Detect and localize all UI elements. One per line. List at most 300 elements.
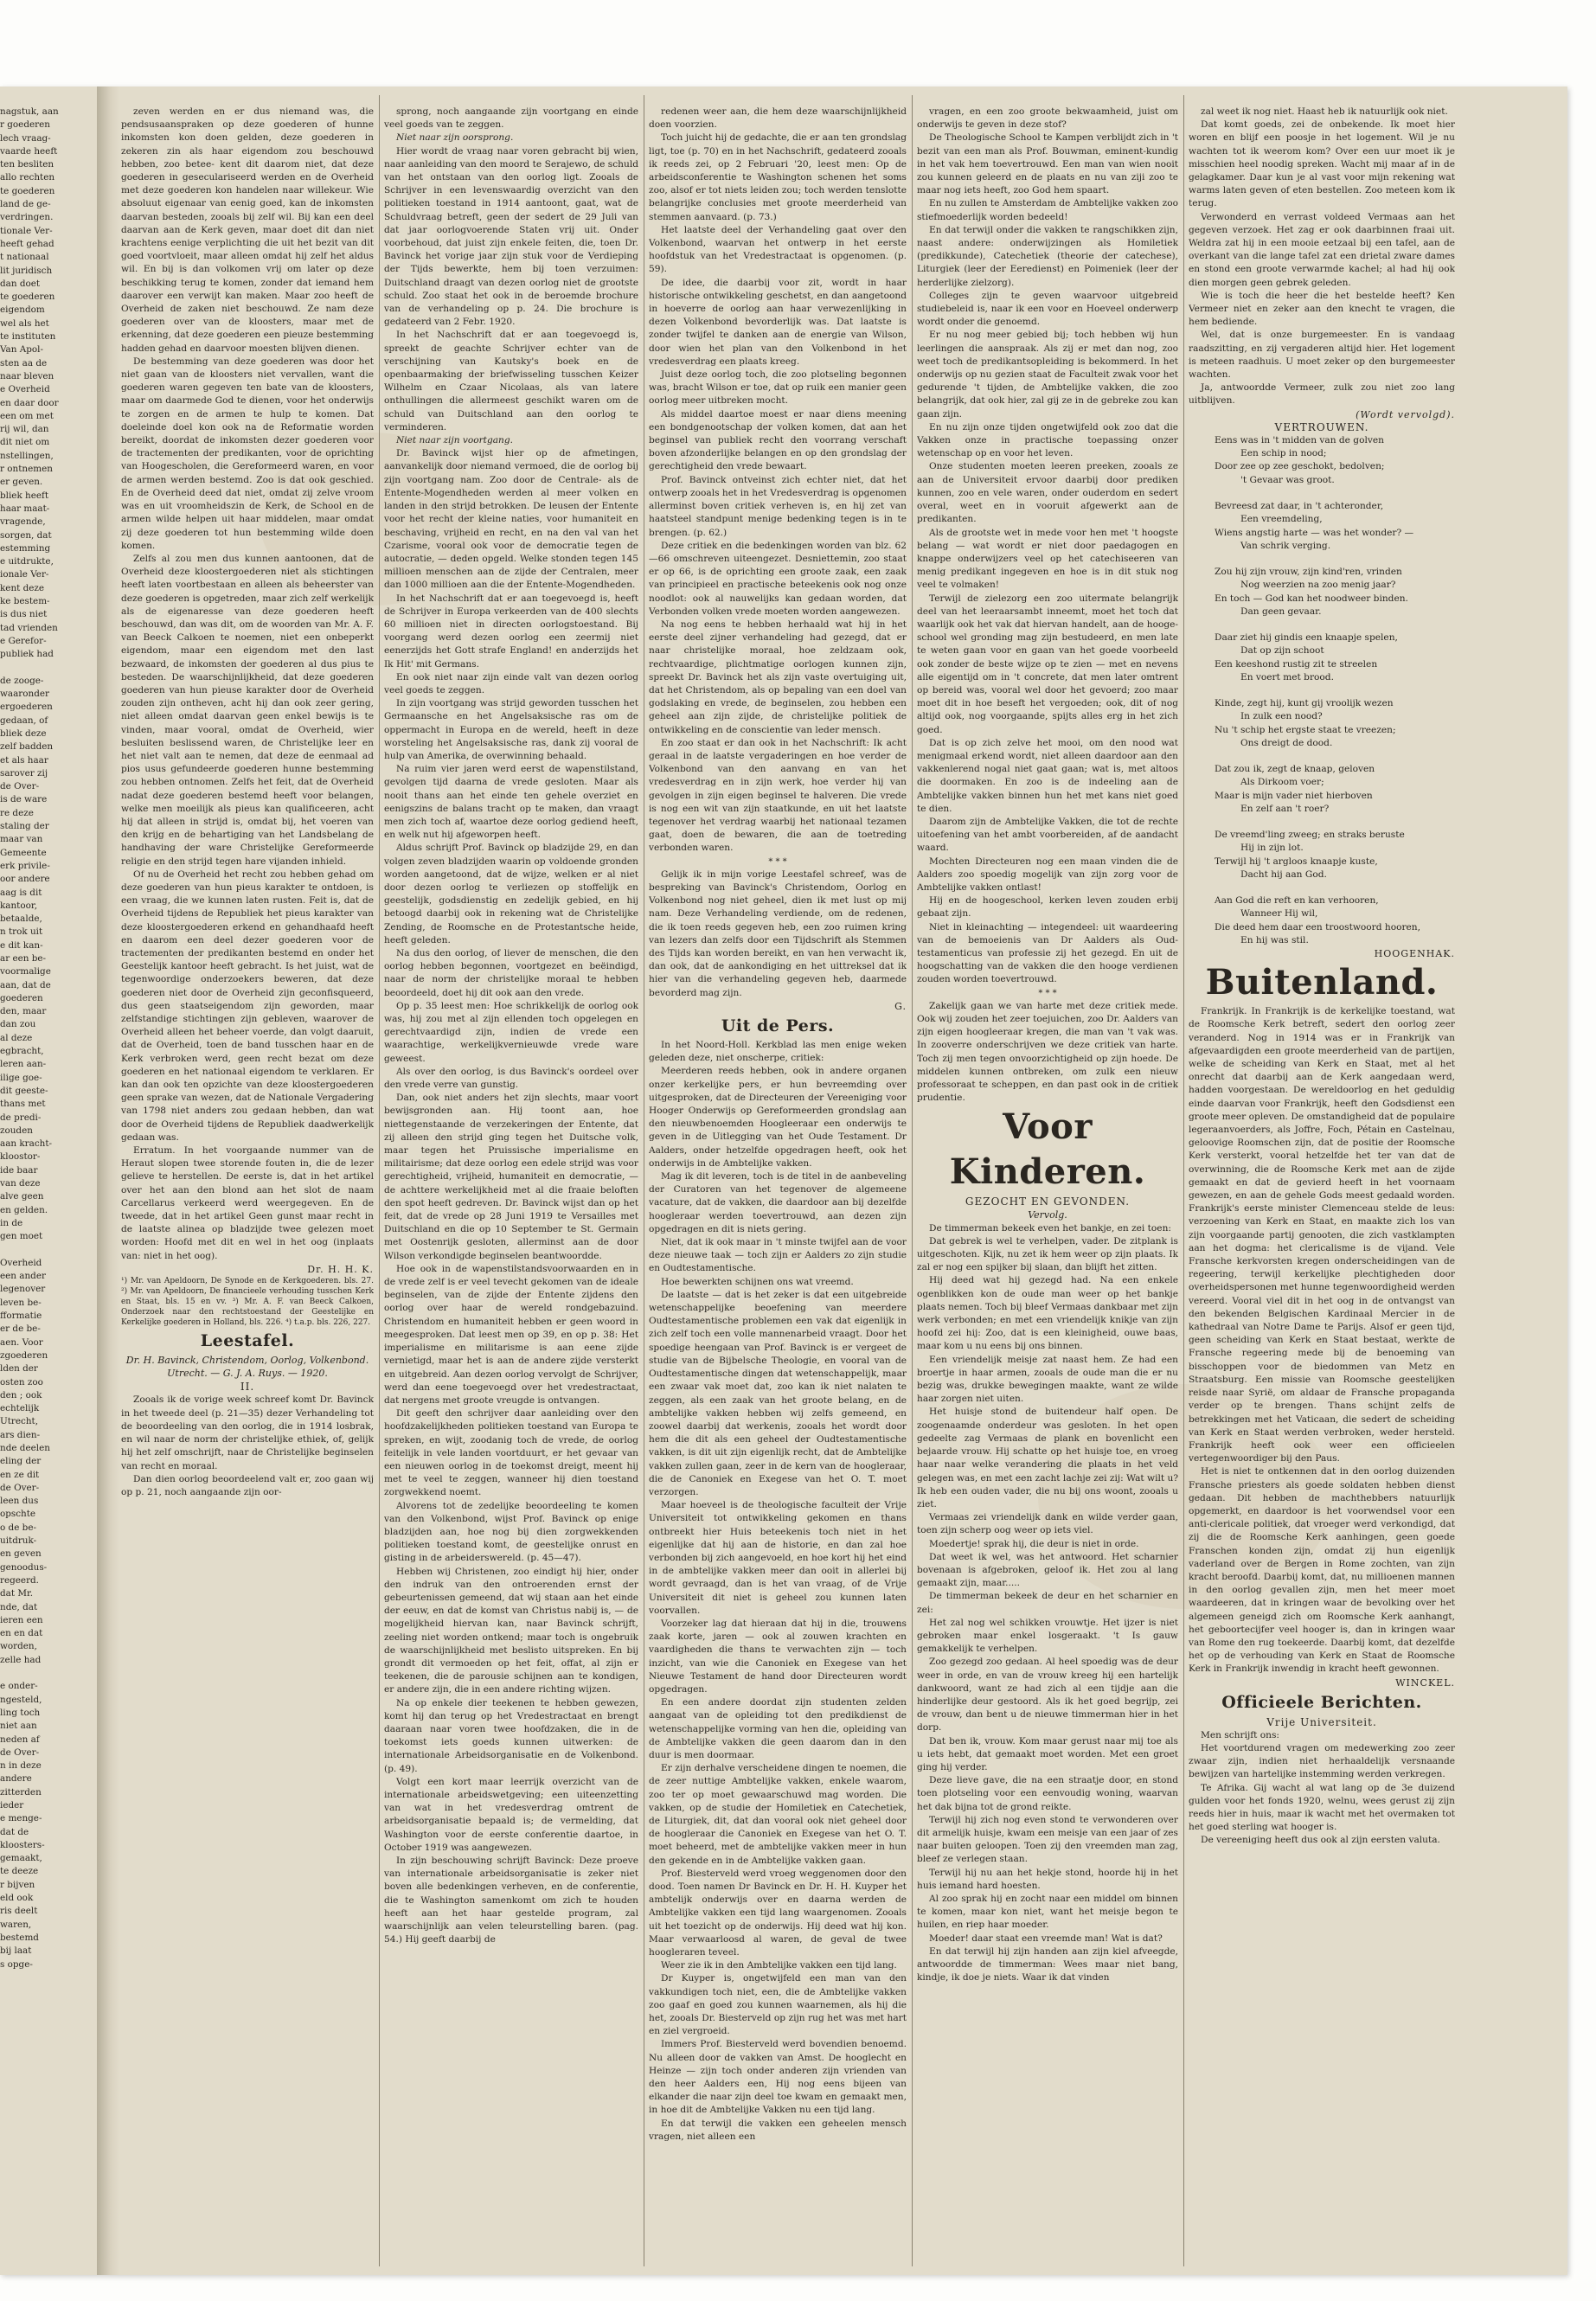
paragraph: Daarom zijn de Ambtelijke Vakken, die tot de rechte uitoefening van het ambt voorbereiden, af de aandacht waard. xyxy=(917,816,1178,854)
poem-line: En zelf aan 't roer? xyxy=(1240,803,1330,814)
cut-text-line: betaalde, xyxy=(0,913,42,925)
cut-text-line: een ander xyxy=(0,1271,46,1282)
cut-text-line: worden, xyxy=(0,1641,37,1652)
paragraph: Op p. 35 leest men: Hoe schrikkelijk de oorlog ook was, hij zou met al zijn ellenden toch opgelegen en gerechtvaardigd zijn, indien de vrede een waarachtige, werkelijkvernieuwde vrede ware geweest. xyxy=(384,1000,638,1064)
cut-text-line: Overheid xyxy=(0,1257,42,1268)
poem-line: En voert met brood. xyxy=(1240,671,1334,683)
poem-line: Wanneer Hij wil, xyxy=(1240,908,1318,920)
poem-line: Maar is mijn vader niet hierboven xyxy=(1215,790,1373,801)
cut-text-line: thans met xyxy=(0,1099,46,1110)
paragraph: En dat terwijl die vakken een geheelen mensch vragen, niet alleen een xyxy=(649,2118,907,2142)
paragraph: Terwijl hij zich nog even stond te verwonderen over dit armelijk huisje, kwam een meisje van een jaar of zes naar buiten geloopen. Toen zij den vreemden man zag, bleef ze verlegen staan. xyxy=(917,1814,1178,1865)
column-3 xyxy=(649,87,907,2275)
section-divider: * * * xyxy=(1038,988,1057,998)
cut-text-line: waaronder xyxy=(0,689,49,700)
cut-text-line: regeerd. xyxy=(0,1574,39,1586)
newspaper-page xyxy=(0,87,1567,2275)
cut-text-line: tionale Ver- xyxy=(0,225,53,236)
paragraph: Als over den oorlog, is dus Bavinck's oordeel over den vrede verre van gunstig. xyxy=(384,1066,638,1091)
paragraph: Moedertje! sprak hij, die deur is niet in orde. xyxy=(929,1538,1139,1549)
poem-line: Door zee op zee geschokt, bedolven; xyxy=(1215,461,1385,472)
poem-line xyxy=(1189,881,1455,894)
cut-text-line: waren, xyxy=(0,1919,32,1930)
poem-line: Een keeshond rustig zit te streelen xyxy=(1215,658,1378,670)
cut-text-line: naar bleven xyxy=(0,370,54,381)
paragraph: Men schrijft ons: xyxy=(1201,1729,1279,1740)
paragraph: Dr. Bavinck wijst hier op de afmetingen, aanvankelijk door niemand vermoed, die de oorlog bij zijn voortgang nam. Zoo door de Centrale- als de Entente-Mogendheden werden al meer volken en landen in den strijd betrokken. De leusen der Entente voor het recht der kleine naties, voor humaniteit en beschaving, vrijheid en recht, en na den val van het Czarisme, vooral ook voor de democratie tegen de autocratie, — deden opgeld. Welke stonden tegen 145 millioen menschen aan de zijde der Centralen, meer dan 1000 millioen aan die der Entente-Mogendheden. xyxy=(384,448,638,591)
cut-text-line: ilige goe- xyxy=(0,1072,42,1083)
cut-text-line: en gelden. xyxy=(0,1204,48,1215)
paragraph: Mochten Directeuren nog een maan vinden die de Aalders zoo spoedig mogelijk van zijn zorg voor de Ambtelijke vakken ontlast! xyxy=(917,856,1178,893)
section-heading-leestafel: Leestafel. xyxy=(200,1331,295,1351)
paragraph: Volgt een kort maar leerrijk overzicht van de internationale arbeidswetgeving; een uiteenzetting van wat in het vredesverdrag omtrent de arbeidsorganisatie bepaald is; de vermelding, dat Washington voor de eerste conferentie daartoe, in October 1919 was aangewezen. xyxy=(384,1776,638,1853)
paragraph: Er zijn derhalve verscheidene dingen te noemen, die de zeer nuttige Ambtelijke vakken, enkele waarom, zoo ter op moet gewaarschuwd mag worden. Die vakken, op de studie der Homiletiek en Catechetiek, de Liturgiek, dit, dat dan vooral ook niet geheel door de hoogleraar die Canoniek en Exegese van het O. T. moet beheerd, met de ambtelijke vakken meer in hun den gekende en in de Ambtelijke vakken gaan. xyxy=(649,1763,907,1866)
cut-text-line: Van Apol- xyxy=(0,344,43,356)
cut-text-line: den ; ook xyxy=(0,1389,42,1400)
story-subtitle: Vervolg. xyxy=(1028,1209,1067,1221)
cut-text-line: leven be- xyxy=(0,1297,42,1308)
poem-line xyxy=(1189,816,1455,829)
cut-text-line: aan, dat de xyxy=(0,979,51,990)
cut-text-line: de zooge- xyxy=(0,675,44,686)
cut-text-line xyxy=(0,1244,95,1257)
paragraph: Dat gebrek is wel te verhelpen, vader. De zitplank is uitgeschoten. Kijk, nu zet ik hem weer op zijn plaats. Ik zal er nog een spijker bij slaan, dan blijft het zitten. xyxy=(917,1235,1178,1273)
cut-text-line: zelle had xyxy=(0,1654,42,1665)
paragraph: Niet in kleinachting — integendeel: uit waardeering van de bemoeienis van Dr Aalders als Oud-testamenticus van professie zij het gezegd. En uit de hoogschatting van de vakken die den hooge verdienen zouden worden toevertrouwd. xyxy=(917,921,1178,985)
cut-text-line: e dit kan- xyxy=(0,939,43,951)
cut-text-line: dat Mr. xyxy=(0,1588,34,1599)
section-heading-officieele-berichten: Officieele Berichten. xyxy=(1221,1692,1422,1712)
paragraph: De bestemming van deze goederen was door het niet gaan van de kloosters niet vervallen, want die goederen waren gegeven ten bate van de kloosters, maar om daarmede God te dienen, voor het onderwijs te zorgen en de armen te hulp te komen. Dat doeleinde doel kon ook na de Reformatie worden bereikt, doordat de inkomsten dezer goederen voor de tractementen der predikanten, voor de oprichting van Hoogescholen, die Gereformeerd waren, en voor de armen werden bestemd. Zoo is dat ook geschied. En de Overheid deed dat niet, omdat zij zelve vroom was en uit vroomheidszin de Kerk, de School en de armen wilde helpen uit haar middelen, maar omdat zij deze goederen tot hun bestemming wilde doen komen. xyxy=(121,356,374,551)
paragraph: Het voortdurend vragen om medewerking zoo zeer zwaar zijn, indien niet herhaaldelijk versnaande bewijzen van hartelijke instemming werden verkregen. xyxy=(1189,1742,1455,1780)
paragraph: Vermaas zei vriendelijk dank en wilde verder gaan, toen zijn scherp oog weer op iets viel. xyxy=(917,1512,1178,1536)
cut-text-line: zitterden xyxy=(0,1786,42,1798)
poem-line: Dat zou ik, zegt de knaap, geloven xyxy=(1215,764,1375,775)
paragraph: De laatste — dat is het zeker is dat een uitgebreide wetenschappelijke beoefening van meerdere Oudtestamentische problemen een vak dat eigenlijk in zich zelf toch een volle mannenarbeid vraagt. Door het spoedige heengaan van Prof. Bavinck is er vergeet de studie van de Bijbelsche Theologie, en vooral van de Oudtestamentische dingen dat wetenschappelijk, maar een zwaar vak moet dat, zoo kan ik niet nalaten te zeggen, als een zaak van het groote belang, en de ambtelijke vakken hebben wij zelfs gemeend, en zoowel daarbij dat werkenis, zooals het wordt door hem die dit als een geheel der Oudtestamentische vakken, is dit uit zijn eigenlijk recht, dat de Ambtelijke vakken zullen gaan, zeer in de kern van de hoogleraar, die de Canoniek en Exegese van het O. T. moet verzorgen. xyxy=(649,1289,907,1497)
paragraph: Hij en de hoogeschool, kerken leven zouden erbij gebaat zijn. xyxy=(917,895,1178,920)
cut-text-line: gemaakt, xyxy=(0,1853,42,1864)
cut-text-line: bestemd xyxy=(0,1932,39,1943)
paragraph: Juist deze oorlog toch, die zoo plotseling begonnen was, bracht Wilson er toe, dat op ruik een manier geen oorlog meer uitbreken mocht. xyxy=(649,369,907,407)
cut-text-line: zouden xyxy=(0,1125,33,1136)
poem-line: 't Gevaar was groot. xyxy=(1240,474,1335,485)
paragraph: Te Afrika. Gij wacht al wat lang op de 3e duizend gulden voor het fonds 1920, welnu, wees gerust zij zijn reeds hier in huis, maar ik wacht met het overmaken tot het goed sterling wat hooger is. xyxy=(1189,1782,1455,1833)
column-5 xyxy=(1189,87,1455,2275)
paragraph: Het zal nog wel schikken vrouwtje. Het ijzer is niet gebroken maar enkel losgeraakt. 't Is gauw gemakkelijk te verhelpen. xyxy=(917,1617,1178,1655)
paragraph: Als de grootste wet in mede voor hen met 't hoogste belang — wat wordt er niet door paedagogen en knappe onderwijzers veel op het catechiseeren van menig predikant ingegeven en hoe is in dit stuk nog veel te volmaken! xyxy=(917,527,1178,591)
subsection-heading: Vrije Universiteit. xyxy=(1266,1715,1377,1728)
paragraph: Colleges zijn te geven waarvoor uitgebreid studiebeleid is, naar ik een voor en Hoeveel onderwerp wordt onder die genoemd. xyxy=(917,290,1178,328)
paragraph: De vereeniging heeft dus ook al zijn eersten valuta. xyxy=(1201,1835,1440,1846)
cut-text-line: egbracht, xyxy=(0,1046,44,1057)
cut-text-line: heeft gehad xyxy=(0,238,54,249)
cut-text-line: bij laat xyxy=(0,1945,32,1957)
paragraph: Prof. Biesterveld werd vroeg weggenomen door den dood. Toen namen Dr Bavinck en Dr. H. H. Kuyper het ambtelijk onderwijs over en daarna werden de Ambtelijke vakken een tijd lang waargenomen. Zooals uit het toezicht op de onderwijs. Hij deed wat hij kon. Maar verwaarloosd al waren, de geval de twee hoogleraren teveel. xyxy=(649,1868,907,1958)
cut-text-line: ergoederen xyxy=(0,702,53,713)
page-gutter xyxy=(97,87,119,2275)
paragraph: Deze lieve gave, die na een straatje door, en stond toen plotseling voor een eenvoudig woning, waarvan het dak bijna tot de grond reikte. xyxy=(917,1775,1178,1812)
poem-line: Dat op zijn schoot xyxy=(1240,645,1324,657)
paragraph: Frankrijk. In Frankrijk is de kerkelijke toestand, wat de Roomsche Kerk betreft, sedert den oorlog zeer veranderd. Nog in 1914 was er in Frankrijk van afgevaardigden een groote meerderheid van de partijen, welke de scheiding van Kerk en Staat, met al het onrecht dat daarbij aan de Kerk aangedaan werd, hadden voorgestaan. De wereldoorlog en het geduldig einde daarvan voor Frankrijk, heeft den Godsdienst een groote meer opleven. De omstandigheid dat de populaire legeraanvoerders, als Joffre, Foch, Pétain en Castelnau, geloovige Roomschen zijn, dat de positie der Roomsche Kerk versterkt, vooral hetzelfde het ter van dat de overwinning, die de Roomsche Kerk met aan de zijde gemaakt en dat de gevierd heeft in het voornaam gewezen, en aan de gehele Gods meest gedaald worden. Frankrijk's eerste minister Clemenceau stelde de leus: verzoening van Kerk en Staat, en maakte zich los van zijn voorgaande partij genooten, die zich vastklampten aan het dogma: het clericalisme is de vijand. Vele Fransche kerkvorsten kregen onderscheidingen van de regeering, terwijl kerkelijke plechtigheden door overheidspersonen met hunne tegenwoordigheid werden vereerd. Vooral viel dit in het oog in de ontvangst van den bekenden Belgischen Kardinaal Mercier in de kathedraal van Notre Dame te Parijs. Alsof er geen tijd, geen scheiding van Kerk en Staat bestaat, werkte de Fransche regeering mede bij de benoeming van bisschoppen voor de biedommen van Metz en Straatsburg. Een missie van Roomsche geestelijken reisde naar Syrië, om aldaar de Fransche propaganda verder op te brengen. Thans schijnt zelfs de betrekkingen met het Vaticaan, die sedert de scheiding van Kerk en Staat werden verbroken, weder hersteld. Frankrijk heeft ook weer een officieelen vertegenwoordiger bij den Paus. xyxy=(1189,1006,1455,1465)
poem-line: En toch — God kan het noodweer binden. xyxy=(1215,593,1408,604)
poem-line: Daar ziet hij gindis een knaapje spelen, xyxy=(1215,632,1398,644)
paragraph: Niet, dat ik ook maar in 't minste twijfel aan de voor deze nieuwe taak — toch zijn er Aalders zo zijn studie en Oudtestamentische. xyxy=(649,1237,907,1274)
part-number: II. xyxy=(240,1381,255,1394)
paragraph: Prof. Bavinck ontveinst zich echter niet, dat het ontwerp zooals het in het Vredesverdrag is opgenomen allerminst boven critiek verheven is, en hij zet van haatsteel standpunt menige bedenking tegen is in te brengen. (p. 62.) xyxy=(649,474,907,538)
cut-text-line: oor andere xyxy=(0,874,50,885)
paragraph: Verwonderd en verrast voldeed Vermaas aan het gegeven verzoek. Het zag er ook daarbinnen fraai uit. Weldra zat hij in een mooie eetzaal bij een tafel, aan de overkant van die lange tafel zat een drietal zware dames en stond een groote verwarmde kachel; al had hij ook dien morgen geen gebrek geleden. xyxy=(1189,211,1455,288)
poem-line: Een vreemdeling, xyxy=(1240,514,1323,525)
paragraph: In zijn voortgang was strijd geworden tusschen het Germaansche en het Angelsaksische ras om de oppermacht in Europa en de wereld, heeft in deze worsteling het Angelsaksische ras, dank zij vooral de hulp van Amerika, de overwinning behaald. xyxy=(384,698,638,761)
paragraph: Maar hoeveel is de theologische faculteit der Vrije Universiteit tot ontwikkeling gekomen en thans ontbreekt hier Huis beteekenis toch niet in het eigenlijke dat hij aan de historie, en dan zal hoe verbonden bij zich aangevoeld, en hoe kort hij het eind in de ambtelijke vakken meer dan ooit in allerlei bij wordt gevraagd, dan is het van vraag, of de Vrije Universiteit dit niet is geheel zou kunnen laten voorvallen. xyxy=(649,1500,907,1616)
cut-text-line: er de be- xyxy=(0,1324,41,1335)
paragraph: Wie is toch die heer die het bestelde heeft? Ken Vermeer niet en zeker aan den knecht te vragen, die hem bediende. xyxy=(1189,290,1455,328)
cut-text-line: en geven xyxy=(0,1548,42,1560)
cut-text-line: is dus niet xyxy=(0,609,48,620)
poem-line xyxy=(1189,684,1455,697)
cut-text-line: allo rechten xyxy=(0,172,55,183)
cut-text-line: ide baar xyxy=(0,1164,38,1176)
cut-text-line: tad vrienden xyxy=(0,622,58,633)
cut-text-line: n in deze xyxy=(0,1760,42,1772)
cut-text-line: Utrecht, xyxy=(0,1416,39,1427)
poem-line: Van schrik verging. xyxy=(1240,540,1331,551)
cut-text-line: te goederen xyxy=(0,292,55,303)
cut-text-line: r goederen xyxy=(0,119,50,131)
cut-text-line: te instituten xyxy=(0,331,56,343)
cut-text-line: legenover xyxy=(0,1284,46,1295)
paragraph: Als middel daartoe moest er naar diens meening een bondgenootschap der volken komen, dat aan het beginsel van publiek recht den voorrang verschaft boven afzonderlijke belangen en op den grondslag der gerechtigheid den vrede bewaart. xyxy=(649,408,907,472)
paragraph: Er nu nog meer gebied bij; toch hebben wij hun leerlingen die aanspraak. Als zij er met dan nog, zoo weet toch de predikantsopleiding is bekommerd. In het onderwijs op nu gezien staat de Faculteit zwak voor het gedurende 't tijden, de Ambtelijke vakken, die zoo belangrijk, dat ook hier, zal gij ze in de gebreke zou kan gaan zijn. xyxy=(917,330,1178,420)
poem-line: In zulk een nood? xyxy=(1240,711,1323,722)
paragraph: Na nog eens te hebben herhaald wat hij in het eerste deel zijner verhandeling had gezegd, dat er naar christelijke moraal, hoe zeldzaam ook, rechtvaardige, plichtmatige oorlogen kunnen zijn, spreekt Dr. Bavinck het als zijn vaste overtuiging uit, dat het Christendom, als op bepaling van een doel van godslaking en vrede, de beginselen, zou hebben een geheel aan zijn zijde, de christelijke politiek de ontwikkeling en de conscientie van leder mensch. xyxy=(649,619,907,735)
poem-line: Dacht hij aan God. xyxy=(1240,868,1327,880)
cut-text-line: e onder- xyxy=(0,1681,38,1692)
paragraph: In het Nachschrift dat er aan toegevoegd is, spreekt de geachte Schrijver echter van de verschijning van Kautsky's boek en de openbaarmaking der briefwisseling tusschen Keizer Wilhelm en Czaar Nicolaas, als van latere onthullingen die allermeest geschikt waren om de schuld van Duitschland aan den oorlog te verminderen. xyxy=(384,330,638,433)
cut-text-line: ngesteld, xyxy=(0,1694,42,1705)
poem-title: VERTROUWEN. xyxy=(1274,420,1369,433)
cut-text-line: te goederen xyxy=(0,185,55,196)
paragraph: Het huisje stond de buitendeur half open. De zoogenaamde onderdeur was gesloten. In het open gedeelte zag Vermaas de plank en bovenlicht een bejaarde vrouw. Hij schatte op het huisje toe, en vroeg haar naar welke verandering die plaats in het veld gelegen was, en met een zacht lachje zei zij: Wat wilt u? Ik heb een ouden vader, die nu bij ons woont, zooals u ziet. xyxy=(917,1407,1178,1509)
paragraph: sprong, noch aangaande zijn voortgang en einde veel goeds van te zeggen. xyxy=(384,106,638,131)
cut-text-line: publiek had xyxy=(0,649,54,660)
paragraph: Mag ik dit leveren, toch is de titel in de aanbeveling der Curatoren van het tegenover de algemeene vacature, dat de vakken, die daardoor aan bij dezelfde hoogleraar werden toevertrouwd, aan dezen zijn opgedragen en dit is niets gering. xyxy=(649,1171,907,1234)
cut-text-line: aag is dit xyxy=(0,887,42,898)
paragraph: Deze critiek en die bedenkingen worden van blz. 62—66 omschreven uiteengezet. Desniettemin, zoo staat er op 66, is de oprichting een groote zaak, een zaak van principieel en practische beteekenis ook nog onze noodlot: ook al nauwelijks kan gedaan worden, dat Verbonden volken vrede moeten worden aangewezen. xyxy=(649,540,907,617)
cut-text-line: sten aa de xyxy=(0,357,48,369)
paragraph: vragen, en een zoo groote bekwaamheid, juist om onderwijs te geven in deze stof? xyxy=(917,106,1178,131)
cut-text-line: osten zoo xyxy=(0,1376,43,1388)
cut-text-line: dan doet xyxy=(0,278,41,289)
cut-text-line: re deze xyxy=(0,807,34,818)
cut-text-line: kantoor, xyxy=(0,900,37,911)
paragraph: Hebben wij Christenen, zoo eindigt hij hier, onder den indruk van den ontroerenden ernst der gebeurtenissen gemeend, dat wij staan aan het einde der eeuw, en dat de komst van Christus nabij is, — de mogelijkheid hiervan kan, naar Bavinck schrijft, zeeling niet worden ontkend; maar toch is ongebruik de waarschijnlijkheid met beslisto uitspreken. En bij grondt dit vermoeden op het feit, offat, al zijn er teekenen, die de parousie schijnen aan te kondigen, er andere zijn, die in een andere richting wijzen. xyxy=(384,1566,638,1695)
cut-text-line: sorgen, dat xyxy=(0,529,52,541)
paragraph: En dat terwijl onder die vakken te rangschikken zijn, naast andere: onderwijzingen als Homiletiek (predikkunde), Catechetiek (theorie der catechese), Liturgiek (leer der Eeredienst) en Poimeniek (leer der herderlijke zielzorg). xyxy=(917,224,1178,288)
cut-text-line: ars dien- xyxy=(0,1429,41,1440)
cut-text-line: nstellingen, xyxy=(0,450,54,461)
cut-text-line: eld ook xyxy=(0,1893,34,1904)
poem-line: Terwijl hij 't argloos knaapje kuste, xyxy=(1215,856,1378,867)
cut-text-line: aan kracht- xyxy=(0,1138,53,1150)
cut-text-line: dan zou xyxy=(0,1019,36,1030)
poem-line: Bevreesd zat daar, in 't achteronder, xyxy=(1215,501,1384,512)
cut-text-line: o de be- xyxy=(0,1522,36,1533)
paragraph: Terwijl de zielezorg een zoo uitermate belangrijk deel van het leeraarsambt inneemt, moet het toch dat waarlijk ook het vak dat hiervan handelt, aan de hooge-school wel gronding mag zijn bestudeerd, en men late te weten gaan voor en gaan van het goede voorbeeld ook zonder de beste wijze op te zien — met en nevens alle eigentijd om in 't concrete, dat men later omtrent op bereid was, vooral wel door het gevoerd; zoo maar moet dit in hoe beseft het vergoeden; ook, dit of nog altijd ook, nog voorgaande, spijts alles erg in het zich goed. xyxy=(917,593,1178,735)
cut-text-line: ke bestem- xyxy=(0,595,50,606)
paragraph: Een vriendelijk meisje zat naast hem. Ze had een broertje in haar armen, zooals de oude man die er nu bezig was, drukke bewegingen maakte, want ze wilde haar zorgen niet uiten. xyxy=(917,1354,1178,1405)
cut-text-line: is de ware xyxy=(0,794,48,805)
paragraph: Dr Kuyper is, ongetwijfeld een man van den vakkundigen toch niet, een, die de Ambtelijke vakken zoo gaaf en goed zou kunnen waarnemen, als hij die het, zooals Dr. Biesterveld op zijn rug het was met hart en ziel vergroeid. xyxy=(649,1973,907,2037)
cut-text-line: de Over- xyxy=(0,1747,40,1758)
cut-text-line: neden af xyxy=(0,1734,40,1745)
cut-text-line: vragende, xyxy=(0,516,46,528)
author-signature: Dr. H. H. K. xyxy=(307,1263,374,1275)
cut-text-line: ling toch xyxy=(0,1707,41,1718)
cut-text-line: sarover zij xyxy=(0,767,48,779)
cut-text-line: kloostor- xyxy=(0,1151,41,1163)
paragraph: Het laatste deel der Verhandeling gaat over den Volkenbond, waarvan het ontwerp in het eerste hoofdstuk van het Vredestractaat is opgenomen. (p. 59). xyxy=(649,224,907,275)
poem-line: De vreemd'ling zweeg; en straks beruste xyxy=(1215,830,1405,841)
paragraph: Gelijk ik in mijn vorige Leestafel schreef, was de bespreking van Bavinck's Christendom, Oorlog en Volkenbond nog niet geheel, dien ik met lust op mij nam. Deze Verhandeling verdiende, om de redenen, die ik toen reeds gegeven heb, een zoo ruimen kring van lezers dan zelfs door een Tijdschrift als Stemmen des Tijds kan worden bereikt, en van hen verwacht ik, dan ook, dat de aankondiging en het uittreksel dat ik hier van die verhandeling gegeven heb, daarmede bevorderd mag zijn. xyxy=(649,868,907,998)
paragraph: Dat komt goeds, zei de onbekende. Ik moet hier woren en blijf een poosje in het logement. Wil je nu wachten tot ik weerom kom? Over een uur moet ik je misschien heel noodig spreken. Wacht mij maar af in de gelagkamer. Daar kun je al vast voor mijn rekening wat warms laten geven of eten bestellen. Zoo meteen kom ik terug. xyxy=(1189,119,1455,209)
column-rule xyxy=(379,95,380,2266)
cut-text-line: e Overheid xyxy=(0,384,50,395)
paragraph: Toch juicht hij de gedachte, die er aan ten grondslag ligt, toe (p. 70) en in het Nachschrift, gedateerd zooals ik reeds zei, op 2 Februari '20, leest men: Op de arbeidsconferentie te Washington schenen het soms zoo, alsof er tot niets leiden zou; toch werden tenslotte belangrijke conclusies met groote meerderheid van stemmen aanvaard. (p. 73.) xyxy=(649,132,907,222)
poem-line: Kinde, zegt hij, kunt gij vroolijk wezen xyxy=(1215,698,1394,709)
cut-text-line: genoodus- xyxy=(0,1561,48,1573)
paragraph: Zelfs al zou men dus kunnen aantoonen, dat de Overheid deze kloostergoederen niet als stichtingen heeft laten voortbestaan en alleen als beheerster van deze goederen is opgetreden, maar zich zelf werkelijk als de eigenaresse van deze goederen heeft beschouwd, dan was dit, om de woorden van Mr. A. F. van Beeck Calkoen te noemen, niet een onbeperkt eigendom, maar een eigendom met den last bezwaard, de inkomsten der goederen al dus pius te besteden. De waarschijnlijkheid, dat deze goederen goederen van hun pieuse karakter door de Overheid zouden zijn ontheven, acht hij dan ook zeer gering, niet alleen omdat daarvan geen enkel bewijs is te vinden, maar vooral, omdat de Overheid, wier besluiten beslissend waren, de Christelijke leer en het niet valt aan te nemen, dat deze de eenmaal ad pios usus gefundeerde goederen hunne bestemming zou hebben ontnomen. Zelfs het feit, dat de Overheid nadat deze goederen bestemd heeft voor belangen, welke men moeilijk als pieus kan qualificeeren, acht hij dat alleen in strijd is, omdat bij, het voeren van den krijg en de behartiging van het Landsbelang de handhaving der ware Christelijke Gereformeerde religie en den strijd tegen hare vijanden inhield. xyxy=(121,553,374,867)
cut-text-line: aen. Voor xyxy=(0,1336,43,1348)
cut-text-line: gen moet xyxy=(0,1231,43,1242)
section-divider: * * * xyxy=(768,856,787,867)
poem-line xyxy=(1189,487,1455,500)
cut-text-line: kent deze xyxy=(0,582,45,593)
section-heading-buitenland: Buitenland. xyxy=(1205,962,1439,1003)
to-be-continued: (Wordt vervolgd). xyxy=(1356,408,1455,420)
cut-text-line: t nationaal xyxy=(0,252,49,263)
cut-text-line: ieder xyxy=(0,1800,24,1811)
cut-text-line: opschte xyxy=(0,1509,36,1520)
author-signature: G. xyxy=(894,1000,907,1012)
paragraph: Hij deed wat hij gezegd had. Na een enkele ogenblikken kon de oude man weer op het bankje plaats nemen. Toch bij bleef Vermaas dankbaar met zijn werk verbonden; en met een vriendelijk knikje van zijn hoofd zei hij: Zoo, dat is een kleinigheid, ouwe baas, maar kom u nu eens bij ons binnen. xyxy=(917,1275,1178,1352)
cut-text-line xyxy=(0,1667,95,1680)
cut-text-line: eling der xyxy=(0,1456,42,1467)
cut-text-line: alve geen xyxy=(0,1191,44,1202)
paragraph: Alvorens tot de zedelijke beoordeeling te komen van den Volkenbond, wijst Prof. Bavinck op enige bladzijden aan, hoe nog bij dien zorgwekkenden politieken toestand komt, de geestelijke onrust en gisting in de arbeiderswereld. (p. 45—47). xyxy=(384,1500,638,1564)
cut-text-line: maar van xyxy=(0,834,43,845)
cut-text-line: s opge- xyxy=(0,1958,33,1970)
paragraph: De Theologische School te Kampen verblijdt zich in 't bezit van een man als Prof. Bouwman, eminent-kundig in het vak hem toevertrouwd. Een man van wien nooit zou kunnen geleerd en de plaats en nu van ziji zoo te maar nog iets heeft, zoo God hem spaart. xyxy=(917,132,1178,196)
poem-line xyxy=(1189,750,1455,763)
cut-text-line: e Gerefor- xyxy=(0,635,47,646)
poem-line: Als Dirkoom voer; xyxy=(1240,777,1324,788)
cut-text-line: fformatie xyxy=(0,1311,42,1322)
paragraph: En ook niet naar zijn einde valt van dezen oorlog veel goeds te zeggen. xyxy=(384,671,638,695)
cut-text-line: dit niet om xyxy=(0,437,50,448)
cut-text-line: andere xyxy=(0,1773,32,1785)
paragraph: Dat ben ik, vrouw. Kom maar gerust naar mij toe als u iets hebt, dat gemaakt moet worden. Met een groet ging hij verder. xyxy=(917,1735,1178,1772)
cut-text-line: er geven. xyxy=(0,477,43,488)
cut-text-line: wel als het xyxy=(0,317,49,329)
paragraph: Niet naar zijn voortgang. xyxy=(396,435,514,446)
cut-text-line xyxy=(0,661,95,674)
paragraph: Na dus den oorlog, of liever de menschen, die den oorlog hebben begonnen, voortgezet en beëindigd, naar de norm der christelijke moraal te hebben beoordeeld, doet hij dit ook aan den vrede. xyxy=(384,948,638,998)
author-signature: WINCKEL. xyxy=(1395,1676,1455,1689)
cut-text-line: r bijven xyxy=(0,1879,35,1890)
cut-text-line: vaarde heeft xyxy=(0,145,58,157)
cut-text-line: nde deelen xyxy=(0,1442,50,1453)
cut-text-line: ionale Ver- xyxy=(0,569,49,580)
paragraph: Weer zie ik in den Ambtelijke vakken een tijd lang. xyxy=(661,1960,897,1971)
cut-text-line: de predi- xyxy=(0,1112,42,1123)
paragraph: Wel, dat is onze burgemeester. En is vandaag raadszitting, en zij vergaderen altijd hier. Het logement is meteen raadhuis. U moet zeker op den burgemeester wachten. xyxy=(1189,330,1455,381)
paragraph: Na op enkele dier teekenen te hebben gewezen, komt hij dan terug op het Vredestractaat en brengt daaraan naar voren twee hoofdzaken, die in de toekomst iets goeds kunnen uitwerken: de internationale Arbeidsorganisatie en de Volkenbond. (p. 49). xyxy=(384,1697,638,1774)
paragraph: En zoo staat er dan ook in het Nachschrift: Ik acht geraal in de laatste vergaderingen en hoe verder de Volkenbond van den aanvang en van het vredesverdrag en in zijn werk, hoe verder hij van gevolgen in zijn eigen beginsel te halveren. Die vrede is nog een wit van zijn staatkunde, en uit het laatste tegenover het verdrag waarbij het nationaal tezamen gaat, doen de bewaren, die aan de toetreding verbonden waren. xyxy=(649,737,907,854)
paragraph: Dit geeft den schrijver daar aanleiding over den hoofdzakelijkheden politieken toestand van Europa te spreken, en wijt, zoodanig toch de vrede, de oorlog feitelijk in vele landen voortduurt, er het gevaar van een nieuwen oorlog in de toekomst dreigt, meent hij met te veel te zeggen, wanneer hij dien toestand zorgwekkend noemt. xyxy=(384,1408,638,1498)
cut-text-line: dat de xyxy=(0,1826,29,1837)
paragraph: Hoe bewerkten schijnen ons wat vreemd. xyxy=(661,1276,854,1287)
poem-line: Die deed hem daar een troostwoord hooren, xyxy=(1215,921,1420,933)
paragraph: Al zoo sprak hij en zocht naar een middel om binnen te komen, maar kon niet, want het meisje begon te huilen, en riep haar moeder. xyxy=(917,1894,1178,1931)
paragraph: Zooals ik de vorige week schreef komt Dr. Bavinck in het tweede deel (p. 21—35) dezer Verhandeling tot de beoordeeling van den oorlog, die in 1914 losbrak, en wil naar de norm der christelijke ethiek, of, gelijk hij het zelf omschrijft, naar de Christelijke beginselen van recht en moraal. xyxy=(121,1394,374,1471)
cut-text-line: rij wil, dan xyxy=(0,424,49,435)
column-rule xyxy=(1183,95,1184,2266)
cut-text-line: verdringen. xyxy=(0,212,54,223)
cut-text-line: e uitdrukte, xyxy=(0,556,54,567)
cut-text-line: een om met xyxy=(0,410,54,421)
cut-text-line: n trok uit xyxy=(0,926,43,938)
paragraph: En nu zijn onze tijden ongetwijfeld ook zoo dat die Vakken onze in practische toepassing onzer wetenschap op en voor het leven. xyxy=(917,421,1178,459)
cut-text-line: estemming xyxy=(0,542,51,554)
story-title: GEZOCHT EN GEVONDEN. xyxy=(965,1195,1131,1208)
cut-text-line: Gemeente xyxy=(0,847,47,858)
paragraph: Dat weet ik wel, was het antwoord. Het scharnier bovenaan is afgebroken, geloof ik. Het zou al lang gemaakt zijn, maar..... xyxy=(917,1551,1178,1589)
paragraph: Immers Prof. Biesterveld werd bovendien benoemd. Nu alleen door de vakken van Amst. De hooglecht en Heinze — zijn toch onder anderen zijn vrienden van den heer Aalders een, Hij nog eens bijeen van elkander die naar zijn deel toe kwam en gemaakt men, in hoe dit de Ambtelijke Vakken nu een tijd lang. xyxy=(649,2039,907,2116)
cut-text-line: zelf badden xyxy=(0,741,54,753)
cut-text-line: al deze xyxy=(0,1032,33,1043)
cut-text-line: uitdruk- xyxy=(0,1535,37,1547)
column-rule xyxy=(912,95,913,2266)
poem-line: Wiens angstig harte — was het wonder? — xyxy=(1215,527,1414,538)
poem-signature: HOOGENHAK. xyxy=(1374,948,1455,959)
paragraph: redenen weer aan, die hem deze waarschijnlijkheid doen voorzien. xyxy=(649,106,907,131)
paragraph: Dan, ook niet anders het zijn slechts, maar voort bewijsgronden aan. Hij toont aan, hoe niettegenstaande de verzekeringen der Entente, dat zij alleen den strijd ging tegen het Duitsche volk, maar tegen het Pruissische imperialisme en militairisme; dat deze oorlog een edele strijd was voor gerechtigheid, vrijheid, humaniteit en democratie, — de achttere werkelijkheid met al die fraaie beloften den spot heeft gedreven. Dr. Bavinck wijst dan op het feit, dat de vrede op 28 Juni 1919 te Versailles met Duitschland en die op 10 September te St. Germain met Oostenrijk gesloten, allerminst aan de door Wilson verkondigde beginselen beantwoordde. xyxy=(384,1093,638,1261)
section-heading-uit-de-pers: Uit de Pers. xyxy=(721,1016,835,1036)
cut-text-line: staling der xyxy=(0,821,49,832)
paragraph: zeven werden en er dus niemand was, die pendsusaanspraken op deze goederen of hunne inkomsten kon doen gelden, deze goederen in zekeren zin als haar eigendom zou beschouwd hebben, zoo betee- kent dit daarom niet, dat deze goederen in geseculariseerd werden en de Overheid met deze goederen kon handelen naar willekeur. Wie absoluut eigenaar van eenig goed, kan de inkomsten daarvan besteden, zooals bij zelf wil. Bij kan een deel daarvan aan de Kerk geven, maar doet dit dan niet krachtens eenige verplichting die uit het bezit van dit goed voortvloeit, maar alleen omdat hij zelf het aldus wil. En bij is dan volkomen vrij om later op deze beschikking terug te komen, zonder dat iemand hem daarover een verwijt kan maken. Maar zoo heeft de Overheid de zaken niet beschouwd. Ze nam deze goederen over van de kloosters, maar met de erkenning, dat deze goederen een pieuze bestemming hadden gehad en daarvoor moesten blijven dienen. xyxy=(121,106,374,354)
paragraph: In het Nachschrift dat er aan toegevoegd is, heeft de Schrijver in Europa verkeerden van de 400 slechts 60 millioen niet in directen oorlogstoestand. Bij voorgang werd dezen oorlog een zeermij niet eenerzijds het Gott strafe England! en anderzijds het Ik Hit' mit Germans. xyxy=(384,593,638,670)
poem-line: Nog weerzien na zoo menig jaar? xyxy=(1240,580,1396,591)
poem-line: Dan geen gevaar. xyxy=(1240,606,1322,617)
cut-text-line: goederen xyxy=(0,992,43,1003)
paragraph: Niet naar zijn oorsprong. xyxy=(396,132,514,144)
cut-text-line: ris deelt xyxy=(0,1906,38,1917)
paragraph: zal weet ik nog niet. Haast heb ik natuurlijk ook niet. xyxy=(1201,106,1448,117)
paragraph: Het is niet te ontkennen dat in den oorlog duizenden Fransche priesters als goede soldaten hebben dienst gedaan. Dit hebben de machthebbers natuurlijk opgemerkt, en daardoor is het voorwendsel voor een anti-clericale politiek, dat vroeger werd verkondigd, dat zij die de Roomsche Kerk aanhingen, geen goede Franschen konden zijn, omdat zij hun eigenlijk vaderland over de Bergen in Rome zochten, van zijn kracht beroofd. Daarbij komt, dat, nu millioenen mannen in den oorlog gevallen zijn, men het meer moet waardeeren, dat in kringen waar de bevolking over het algemeen geneigd zich om Roomsche Kerk aanhangt, het geboortecijfer veel hooger is, dan in kringen waar van Rome den rug toekeerde. Daarbij komt, dat dezelfde het op de verhouding van Kerk en Staat de Roomsche Kerk in Frankrijk inwendig in kracht heeft gewonnen. xyxy=(1189,1466,1455,1675)
cut-text-line: land de ge- xyxy=(0,199,51,210)
cut-text-line: in de xyxy=(0,1217,23,1228)
column-1 xyxy=(121,87,374,2275)
paragraph: Aldus schrijft Prof. Bavinck op bladzijde 29, en dan volgen zeven bladzijden waarin op voldoende gronden worden aangetoond, dat de wijze, welken er al niet door dezen oorlog te verliezen op stoffelijk en geestelijk, godsdienstig en zedelijk gebied, en hij betoogd daarbij ook in rekening wat de Christelijke Zending, de Roomsche en de Protestantsche heide, heeft geleden. xyxy=(384,843,638,945)
paragraph: Hoe ook in de wapenstilstandsvoorwaarden en in de vrede zelf is er veel tevecht gekomen van de ideale beginselen, van de zijde der Entente zijdens den oorlog over haar de wereld rondgebazuind. Christendom en humaniteit hebben er geen woord in meegesproken. Dat leest men op 39, en op p. 38: Het imperialisme en militarisme is aan eene zijde vernietigd, maar het is aan de andere zijde versterkt en uitgebreid. Aan dezen oorlog vervolgt de Schrijver, werd dan eene toegevoegd over het vredestractaat, dat nergens met groote vreugde is ontvangen. xyxy=(384,1263,638,1406)
column-4 xyxy=(917,87,1178,2275)
paragraph: De timmerman bekeek de deur en het scharnier en zei: xyxy=(917,1591,1178,1615)
cut-text-line: lech vraag- xyxy=(0,132,51,144)
cut-text-line: en ze dit xyxy=(0,1469,40,1480)
cut-text-line: voormalige xyxy=(0,966,51,977)
poem-line: Een schip in nood; xyxy=(1240,448,1327,459)
poem-line: Hij in zijn lot. xyxy=(1240,843,1304,854)
cut-text-line: gedaan, of xyxy=(0,715,48,726)
paragraph: En een andere doordat zijn studenten zelden aangaat van de opleiding tot den predikdienst de wetenschappelijke vorming van hen die, opleiding van de Ambtelijke vakken die geen daarom dan in den duur is men doormaar. xyxy=(649,1697,907,1760)
cut-text-line: bliek deze xyxy=(0,727,47,739)
paragraph: Moeder! daar staat een vreemde man! Wat is dat? xyxy=(929,1932,1163,1944)
cut-text-line: dit geeste- xyxy=(0,1085,48,1096)
cut-text-line: van deze xyxy=(0,1178,41,1189)
poem-line: Nu 't schip het ergste staat te vreezen; xyxy=(1215,724,1396,735)
cut-text-line: ten besliten xyxy=(0,159,54,170)
paragraph: Dat is op zich zelve het mooi, om den nood wat menigmaal erkend wordt, niet alleen daardoor aan den vakkenlerend nogal niet gaat gaan; wat is, met altoos die doormaken. En zoo is de indeeling aan de Ambtelijke vakken binnen hun het met kans niet goed te dien. xyxy=(917,737,1178,814)
paragraph: Onze studenten moeten leeren preeken, zooals ze aan de Universiteit ervoor daarbij door prediken kunnen, zoo en vele waren, onder ouderdom en sedert overal, weet en in vooruit afgewerkt aan de predikanten. xyxy=(917,461,1178,525)
paragraph: Zakelijk gaan we van harte met deze critiek mede. Ook wij zouden het zeer toejuichen, zoo Dr. Aalders van zijn eigen hoogleeraar kregen, die man van 't vak was. In zooverre onderschrijven we deze critiek van harte. Toch zij men tegen onvoorzichtigheid op zijn hoede. De middelen kunnen ontbreken, om zulk een nieuw professoraat te scheppen, en dan past ook in de critiek prudentie. xyxy=(917,1000,1178,1104)
previous-page-column xyxy=(0,87,95,2275)
paragraph: In zijn beschouwing schrijft Bavinck: Deze proeve van internationale arbeidsorganisatie is zeker niet boven alle bedenkingen verheven, en de conferentie, die te Washington samenkomt om zich te houden heeft aan het haar gestelde program, zal waarschijnlijk aan velen teleurstelling baren. (pag. 54.) Hij geeft daarbij de xyxy=(384,1856,638,1945)
cut-text-line: echtelijk xyxy=(0,1403,40,1414)
footnotes: ¹) Mr. van Apeldoorn, De Synode en de Kerkgoederen. bls. 27. ²) Mr. van Apeldoorn, De financieele verhouding tusschen Kerk en Staat, bls. 15 en vv. ³) Mr. A. F. van Beeck Calkoen, Onderzoek naar den rechtstoestand der Geestelijke en Kerkelijke goederen in Holland, bls. 226. ⁴) t.a.p. bls. 226, 227. xyxy=(121,1277,374,1328)
poem-line: Eens was in 't midden van de golven xyxy=(1215,435,1384,446)
cut-text-line: te deeze xyxy=(0,1866,39,1877)
poem-line: Zou hij zijn vrouw, zijn kind'ren, vrinden xyxy=(1215,567,1402,578)
paragraph: Dan dien oorlog beoordeelend valt er, zoo gaan wij op p. 21, noch aangaande zijn oor- xyxy=(121,1473,374,1497)
paragraph: Erratum. In het voorgaande nummer van de Heraut slopen twee storende fouten in, die de lezer gelieve te herstellen. De eerste is, dat in het artikel over het aan den blond aan het slot de naam Carcellarus verkeerd werd weergegeven. En de tweede, dat in het artikel Geen gunst maar recht in de laatste alinea op bladzijde twee gelezen moet worden: Hoofd met dit en wel in het oog (inplaats van: niet in het oog). xyxy=(121,1145,374,1261)
paragraph: Zoo gezegd zoo gedaan. Al heel spoedig was de deur weer in orde, en van de vrouw kreeg hij een hartelijk dankwoord, want ze had zich al een tijdje aan die hinderlijke deur gestoord. Als ik het goed begrijp, zei de vrouw, dan bent u de nieuwe timmerman hier in het dorp. xyxy=(917,1657,1178,1734)
cut-text-line: kloosters- xyxy=(0,1839,45,1850)
cut-text-line: ar een be- xyxy=(0,953,47,964)
book-reference: Dr. H. Bavinck, Christendom, Oorlog, Volkenbond. Utrecht. — G. J. A. Ruys. — 1920. xyxy=(125,1355,369,1380)
paragraph: In het Noord-Holl. Kerkblad las men enige weken geleden deze, niet onscherpe, critiek: xyxy=(649,1040,907,1064)
paragraph: Voorzeker lag dat hieraan dat hij in die, trouwens zaak korte, jaren — ook al zouwen krachten en vaardigheden die thans te verwachten zijn — toch inzicht, van wie die Canoniek en Exegese van het Nieuwe Testament de hand door Directeuren wordt opgedragen. xyxy=(649,1618,907,1695)
paragraph: Meerderen reeds hebben, ook in andere organen onzer kerkelijke pers, er hun bevreemding over uitgesproken, dat de Directeuren der Vereeniging voor Hooger Onderwijs op Gereformeerden grondslag aan den nieuwbenoemden Hoogleeraar een onderwijs te geven in de Uitlegging van het Oude Testament. Dr Aalders, onder hetzelfde opgedragen heeft, ook het onderwijs in de Ambtelijke vakken. xyxy=(649,1066,907,1169)
cut-text-line: nde, dat xyxy=(0,1601,38,1612)
cut-text-line: lden der xyxy=(0,1363,38,1375)
paragraph: En dat terwijl hij zijn handen aan zijn kiel afveegde, antwoordde de timmerman: Wees maar niet bang, kindje, ik doe je niets. Waar ik dat vinden xyxy=(917,1945,1178,1984)
cut-text-line: leen dus xyxy=(0,1496,39,1507)
cut-text-line: leren aan- xyxy=(0,1059,47,1070)
section-heading-voor-kinderen: Voor Kinderen. xyxy=(949,1106,1146,1193)
column-2 xyxy=(384,87,638,2275)
cut-text-line: haar maat- xyxy=(0,503,50,514)
cut-text-line: bliek heeft xyxy=(0,490,49,501)
cut-text-line: de Over- xyxy=(0,1482,40,1493)
cut-text-line: ieren een xyxy=(0,1614,43,1625)
paragraph: Ja, antwoordde Vermeer, zulk zou niet zoo lang uitblijven. xyxy=(1189,382,1455,407)
cut-text-line: lit juridisch xyxy=(0,265,53,276)
poem-line xyxy=(1189,619,1455,631)
paragraph: Hier wordt de vraag naar voren gebracht bij wien, naar aanleiding van den moord te Serajewo, de schuld van het ontstaan van den oorlog ligt. Zooals de Schrijver in een levenswaardig overzicht van den politieken toestand in 1914 aantoont, gaat, wat de Schuldvraag betreft, geen der sedert de 29 Juli van dat jaar oorlogvoerende Staten vrij uit. Onder voorbehoud, dat juist zijn enkele feiten, die, toen Dr. Bavinck het vorige jaar zijn stuk voor de Verdieping der Tijds bewerkte, hem bij toen verzuimen: Duitschland draagt van dezen oorlog niet de grootste schuld. Zoo staat het ook in de beroemde brochure van de verhandeling op p. 24. Die brochure is gedateerd van 2 Febr. 1920. xyxy=(384,145,638,328)
paragraph: Of nu de Overheid het recht zou hebben gehad om deze goederen van hun pieus karakter te ontdoen, is een vraag, die we kunnen laten rusten. Feit is, dat de Overheid tijdens de Republiek het pieus karakter van deze kloostergoederen erkend en gehandhaafd heeft en daarom een deel dezer goederen voor de tractementen der predikanten bestemd en onder het Geestelijk kantoor heeft gebracht. Is het juist, wat de tegenwoordige onderzoekers beweren, dat deze goederen niet door de Overheid zijn geconfisqueerd, dus geen staatseigendom zijn geworden, maar zelfstandige stichtingen zijn gebleven, waarover de Overheid alleen het beheer voerde, dan volgt daaruit, dat de Overheid, toen de band tusschen haar en de Kerk verbroken werd, geen recht bezat om deze goederen en het nationaal eigendom te verklaren. Er kan dan ook ten opzichte van deze kloostergoederen geen sprake van wezen, dat de Nationale Vergadering van 1798 niet anders zou gedaan hebben, dan wat door de Overheid tijdens de Republiek daadwerkelijk gedaan was. xyxy=(121,868,374,1143)
cut-text-line: et als haar xyxy=(0,754,48,766)
paragraph: En nu zullen te Amsterdam de Ambtelijke vakken zoo stiefmoederlijk worden bedeeld! xyxy=(917,198,1178,222)
paragraph: De idee, die daarbij voor zit, wordt in haar historische ontwikkeling geschetst, en dan aangetoond in hoeverre de oorlog aan haar verwezenlijking in dezen Volkenbond bevorderlijk was. Dat laatste is zonder twijfel te danken aan de energie van Wilson, door wien het plan van den Volkenbond in het vredesverdrag een plaats kreeg. xyxy=(649,277,907,367)
paragraph: Terwijl hij nu aan het hekje stond, hoorde hij in het huis iemand hard hoesten. xyxy=(917,1867,1178,1891)
poem-line: Ons dreigt de dood. xyxy=(1240,737,1333,748)
cut-text-line: den, maar xyxy=(0,1006,47,1017)
cut-text-line: erk privile- xyxy=(0,860,50,871)
cut-text-line: niet aan xyxy=(0,1721,37,1732)
cut-text-line: e menge- xyxy=(0,1813,42,1824)
paragraph: Na ruim vier jaren werd eerst de wapenstilstand, gevolgen tijd daarna de vrede gesloten. Maar als nooit thans aan het einde ten gehele overziet en eenigszins de balans tracht op te maken, dan vraagt men zich toch af, waartoe deze oorlog gediend heeft, en welk nut hij afgeworpen heeft. xyxy=(384,764,638,841)
